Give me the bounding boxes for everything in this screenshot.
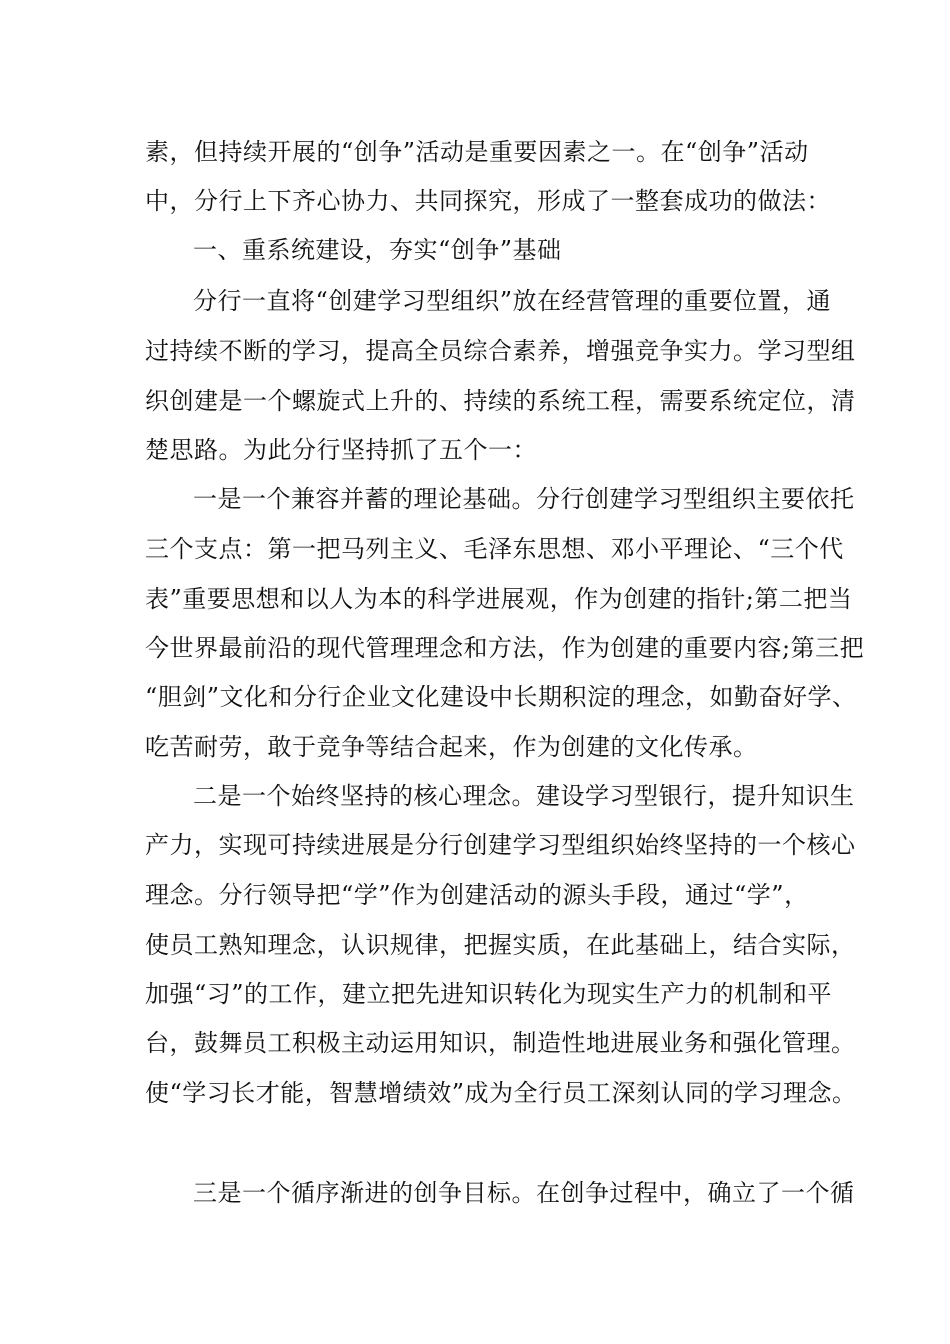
section-heading: 一、重系统建设，夯实“创争”基础 [193,236,562,264]
text-line: 产力，实现可持续进展是分行创建学习型组织始终坚持的一个核心 [145,831,856,859]
text-line: 使“学习长才能，智慧增绩效”成为全行员工深刻认同的学习理念。 [145,1079,857,1107]
text-line: 素，但持续开展的“创争”活动是重要因素之一。在“创争”活动 [145,138,809,166]
text-line: 加强“习”的工作，建立把先进知识转化为现实生产力的机制和平 [145,980,833,1008]
text-line: 今世界最前沿的现代管理理念和方法，作为创建的重要内容;第三把 [145,634,865,662]
text-line: 三个支点：第一把马列主义、毛泽东思想、邓小平理论、“三个代 [145,535,844,563]
text-line: 中，分行上下齐心协力、共同探究，形成了一整套成功的做法： [145,187,831,215]
text-line: 吃苦耐劳，敢于竞争等结合起来，作为创建的文化传承。 [145,733,758,761]
text-line: 三是一个循序渐进的创争目标。在创争过程中，确立了一个循 [193,1179,855,1207]
text-line: “胆剑”文化和分行企业文化建设中长期积淀的理念，如勤奋好学、 [145,683,857,711]
text-line: 理念。分行领导把“学”作为创建活动的源头手段，通过“学”， [145,881,809,909]
text-line: 过持续不断的学习，提高全员综合素养，增强竞争实力。学习型组 [145,337,856,365]
text-line: 二是一个始终坚持的核心理念。建设学习型银行，提升知识生 [193,782,855,810]
text-line: 台，鼓舞员工积极主动运用知识，制造性地进展业务和强化管理。 [145,1029,856,1057]
text-line: 织创建是一个螺旋式上升的、持续的系统工程，需要系统定位，清 [145,387,856,415]
text-line: 分行一直将“创建学习型组织”放在经营管理的重要位置，通 [193,287,832,315]
text-line: 表”重要思想和以人为本的科学进展观，作为创建的指针;第二把当 [145,585,853,613]
text-line: 使员工熟知理念，认识规律，把握实质，在此基础上，结合实际， [145,931,856,959]
text-line: 一是一个兼容并蓄的理论基础。分行创建学习型组织主要依托 [193,485,855,513]
text-line: 楚思路。为此分行坚持抓了五个一： [145,436,537,464]
